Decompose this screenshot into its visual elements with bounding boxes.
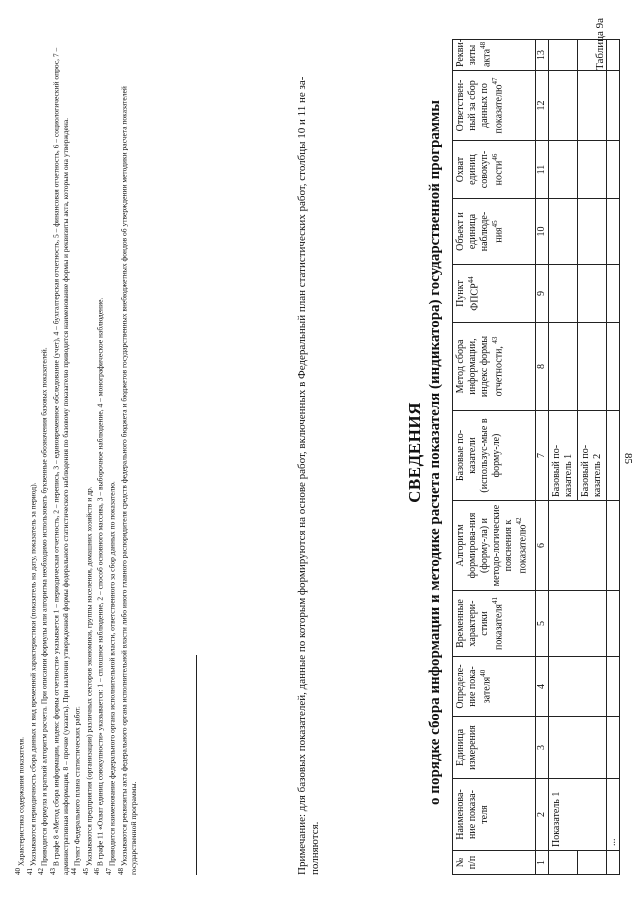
- table-cell: [607, 323, 620, 411]
- col-number: 3: [536, 717, 549, 779]
- col-header: Временные характери-стики показателя$^{41}$: [453, 591, 536, 657]
- col-number: 10: [536, 199, 549, 265]
- footnote-divider: [196, 655, 197, 875]
- table-cell: [549, 851, 578, 875]
- col-number: 6: [536, 501, 549, 591]
- table-cell: [607, 591, 620, 657]
- table-cell: [607, 141, 620, 199]
- footnote: $^{41}$ Указываются периодичность сбора данных и вид временной характеристики (показатель на дату, показатель за период).: [25, 482, 38, 875]
- col-number: 7: [536, 411, 549, 501]
- document-title: СВЕДЕНИЯ: [405, 402, 424, 503]
- table-cell: [578, 851, 607, 875]
- col-header: Метод сбора информации, индекс формы отчетности, $^{43}$: [453, 323, 536, 411]
- table-row: [549, 40, 578, 875]
- base-indicator-cell: Базовый по-казатель 1: [549, 411, 578, 501]
- col-header: Определе-ние пока-зателя$^{40}$: [453, 657, 536, 717]
- table-cell: [607, 501, 620, 591]
- col-header: Объект и единица наблюде-ния$^{45}$: [453, 199, 536, 265]
- col-number: 12: [536, 71, 549, 141]
- footnotes: [14, 39, 138, 875]
- col-header: Ответствен-ный за сбор данных по показателю$^{47}$: [453, 71, 536, 141]
- table-cell: [607, 411, 620, 501]
- col-number: 8: [536, 323, 549, 411]
- table-cell: [549, 717, 607, 779]
- table-cell: [578, 40, 607, 71]
- table-cell: [549, 71, 578, 141]
- footnote: $^{42}$ Приводится формула и краткий алгоритм расчета. При описании формулы или алгоритма необходимо использовать буквенные обозначения базовых показателей.: [37, 347, 49, 875]
- table-cell: [607, 71, 620, 141]
- col-header: Пункт ФПСР$^{44}$: [453, 265, 536, 323]
- table-cell: [607, 851, 620, 875]
- col-header: Базовые по-казатели (использус-мые в форму-ле): [453, 411, 536, 501]
- table-cell: [549, 501, 607, 591]
- number-row: [536, 40, 549, 875]
- header-row: [453, 40, 536, 875]
- table-label: Таблица 9а: [594, 18, 606, 70]
- table-cell: [607, 40, 620, 71]
- table-cell: [578, 71, 607, 141]
- col-header: Наименова-ние показа-теля: [453, 779, 536, 851]
- table-cell: [549, 40, 578, 71]
- col-header: № п/п: [453, 851, 536, 875]
- col-number: 9: [536, 265, 549, 323]
- indicator-name-cell: Показатель 1: [549, 779, 607, 851]
- footnote: $^{43}$ В графе 8 «Метод сбора информации, индекс формы отчетности» указывается 1 – периодическая отчетность, 2 – перепись, 3 – единовременное обследование (учет), 4 – бухгалтерская отчетность, 5 – финансовая отчетность, 6 – социологический опрос, 7 – административная информация, 8 – прочие (указать). При наличии утвержденной формы федерального статистического наблюдения по базовому показателю приводится наименование формы и реквизиты акта, которым она утверждена.: [49, 47, 70, 875]
- col-header: Единица измерения: [453, 717, 536, 779]
- table-cell: [578, 265, 607, 323]
- table-cell: [549, 591, 607, 657]
- footnote: $^{45}$ Указываются предприятия (организации) различных секторов экономики, группы населения, домашних хозяйств и др.: [81, 486, 94, 875]
- table-cell: [549, 323, 578, 411]
- col-header: Охват единиц совокуп-ности$^{46}$: [453, 141, 536, 199]
- footnote: $^{47}$ Приводится наименование федерального органа исполнительной власти, ответственного за сбор данных по показателю.: [105, 481, 117, 875]
- footnote: $^{44}$ Пункт Федерального плана статистических работ.: [70, 706, 82, 875]
- page-number: 85: [622, 453, 634, 464]
- table-cell: [607, 199, 620, 265]
- col-number: 13: [536, 40, 549, 71]
- table-cell: [549, 199, 578, 265]
- footnote: $^{46}$ В графе 11 «Охват единиц совокупности» указывается: 1 – сплошное наблюдение, 2 – способ основного массива, 3 – выборочное наблюдение, 4 – монографическое наблюдение.: [93, 297, 105, 875]
- base-indicator-cell: Базовый по-казатель 2: [578, 411, 607, 501]
- table-cell: [578, 199, 607, 265]
- table-row: [607, 40, 620, 875]
- table-cell: [607, 657, 620, 717]
- dots-cell: ...: [607, 779, 620, 851]
- col-number: 2: [536, 779, 549, 851]
- info-table: [452, 39, 620, 875]
- table-cell: [578, 323, 607, 411]
- col-number: 1: [536, 851, 549, 875]
- table-note: Примечание: для базовых показателей, данные по которым формируются на основе работ, включенных в Федеральный план статистических работ, столбцы 10 и 11 не за-полняются.: [296, 76, 321, 875]
- table-cell: [549, 265, 578, 323]
- footnote: $^{40}$ Характеристика содержания показателя.: [14, 737, 26, 875]
- table-cell: [578, 141, 607, 199]
- table-cell: [607, 717, 620, 779]
- table-cell: [607, 265, 620, 323]
- col-header: Рекви-зиты акта$^{48}$: [453, 40, 536, 71]
- table-cell: [549, 657, 607, 717]
- col-header: Алгоритм формирова-ния (форму-ла) и методо-логические пояснения к показателю$^{42}$: [453, 501, 536, 591]
- footnote: $^{48}$ Указываются реквизиты акта федерального органа исполнительной власти либо иного главного распорядителя средств федерального бюджета и бюджетов государственных внебюджетных фондов об утверждении методики расчета показателей государственной программы.: [116, 86, 138, 875]
- table-cell: [549, 141, 578, 199]
- col-number: 11: [536, 141, 549, 199]
- document-subtitle: о порядке сбора информации и методике расчета показателя (индикатора) государственной программы: [427, 100, 443, 805]
- col-number: 4: [536, 657, 549, 717]
- col-number: 5: [536, 591, 549, 657]
